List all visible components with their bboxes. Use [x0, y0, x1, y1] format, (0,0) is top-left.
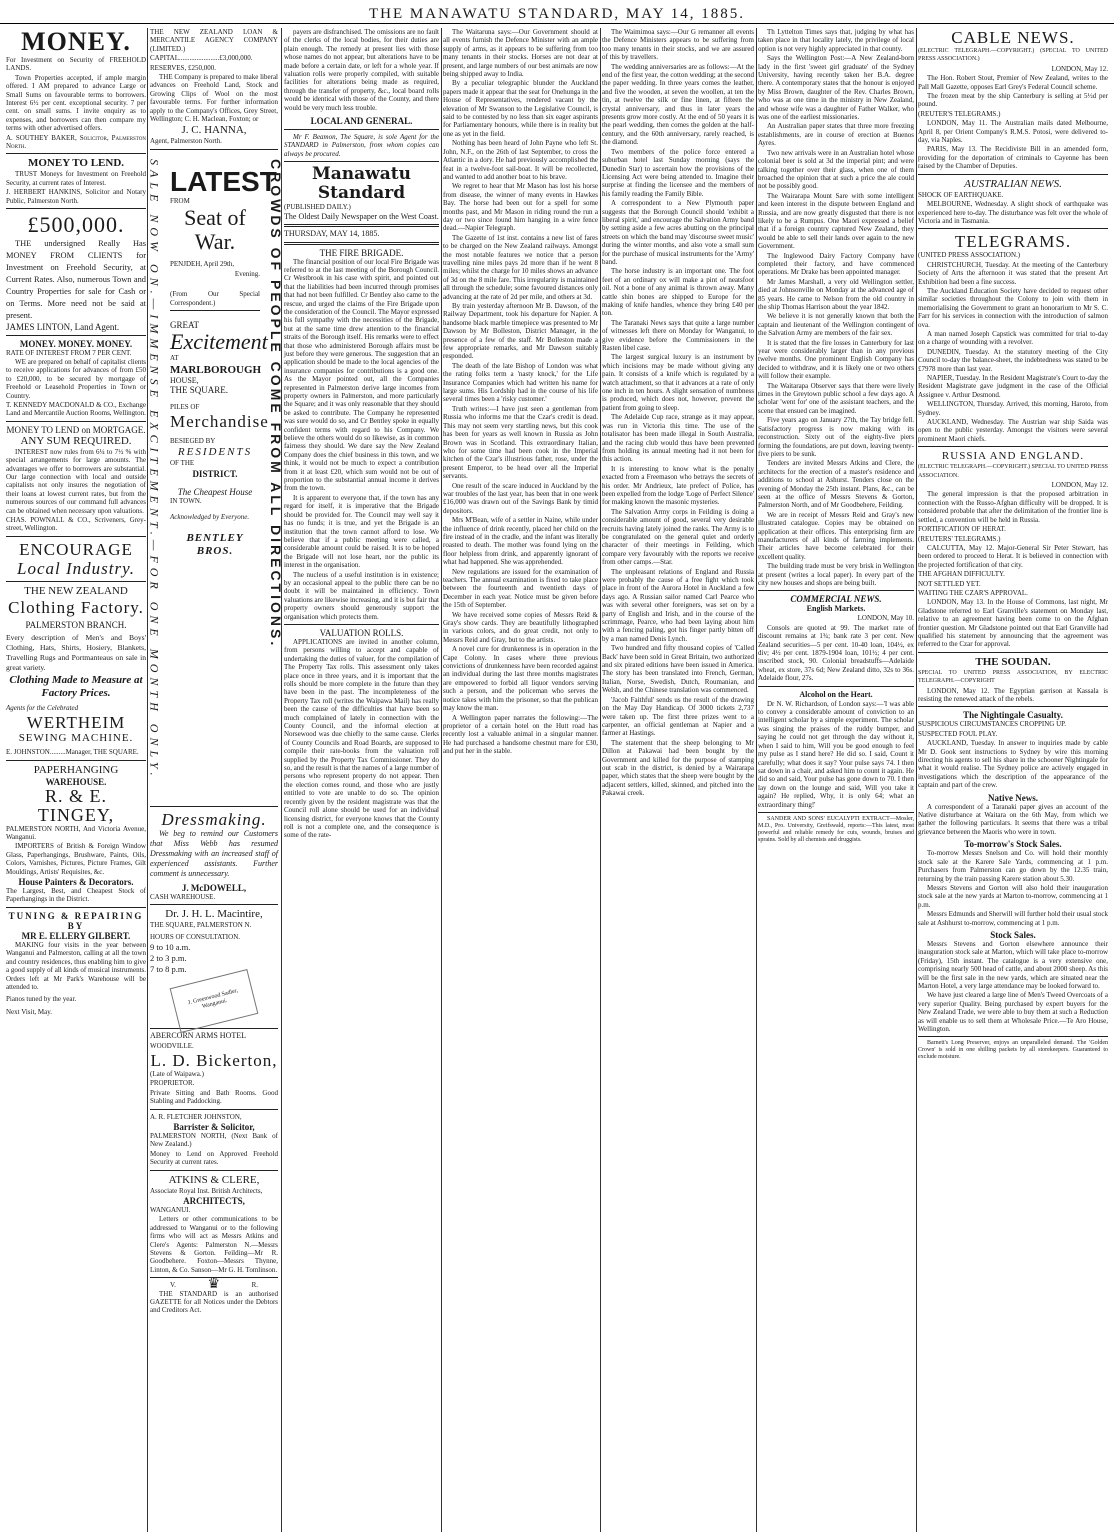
- column-4: [443, 28, 598, 1532]
- stock-p3: Messrs Edmunds and Sherwill will further hold their usual stock sale at Ashhurst to-morrow, commencing at 1 p.m.: [918, 910, 1108, 927]
- cable-sub: (ELECTRIC TELEGRAPH.—COPYRIGHT.) (SPECIAL TO UNITED PRESS ASSOCIATION.): [918, 48, 1108, 63]
- stock-sales-heading: Stock Sales.: [990, 929, 1036, 940]
- telegrams-heading: TELEGRAMS.: [954, 232, 1072, 252]
- tuning-heading: TUNING & REPAIRING BY: [8, 910, 144, 931]
- telegrams-sub: (UNITED PRESS ASSOCIATION.): [918, 251, 1021, 260]
- reserves-line: RESERVES, £250,000.: [150, 63, 216, 72]
- australian-news-heading: AUSTRALIAN NEWS.: [964, 177, 1062, 190]
- col5-p14: The statement that the sheep belonging to Mr Dillon at Pakawai had been bought by the Government and killed for the purpose of stamping out scab in the district, is denied by a Wairarapa paper, which states that the sheep were bought by the adjacent settlers, killed, skinned, and pitched into the Pakawai creek.: [602, 738, 754, 798]
- col6-p8: We believe it is not generally known that both the captain and lieutenant of the Wellington contingent of the Salvation Army are members of the fair sex.: [758, 312, 914, 338]
- col5-p12: Two hundred and fifty thousand copies of 'Called Back' have been sold in Great Britain, two authorized and six pirated editions have been issued in America. The story has been translated into French, German, Italian, Norse, Swedish, Dutch, Roumanian, and Welsh, and the Chinese translation was commenced.: [602, 644, 754, 695]
- col4-p4: We regret to hear that Mr Mason has lost his horse from disease, the winner of many events in Hawkes Bay. The horse had been out for a spell for some months past, and Mr Mason in riding round the run a day or two since found him hanging in a wire fence dead.—Napier Telegraph.: [443, 182, 598, 233]
- col5-p11: The unpleasant relations of England and Russia were probably the cause of a free fight which took place in front of the Aurora Hotel in Auckland a few days ago. A Russian sailor named Carl Pearce who was with several other foreigners, was set on by a party of English and Irish, and in the course of the scrimmage, Pearce, who had been laying about him with a fencing paling, got his finger partly bitten off by a man named Denis Lynch.: [602, 567, 754, 643]
- sewing-machine: SEWING MACHINE.: [18, 732, 134, 745]
- cable-p3: LONDON, May 11. The Australian mails dated Melbourne, April 8, per Orient Company's R.M.S. Potosi, were delivered to-day, via Naples.: [918, 119, 1108, 145]
- latest-heading: LATEST: [170, 165, 277, 197]
- money-body: Town Properties accepted, if ample margin offered. I AM prepared to advance Large or Small Sums on favourable terms to borrowers. Interest 6½ per cent. exceptional security. 7 per cent. on small sums. I invite enquiry as to expenses, and borrowers can then compare my terms with other advertised offers.: [6, 73, 146, 133]
- alcohol-body: Dr N. W. Richardson, of London says:—'I was able to convey a considerable amount of conviction to an intelligent scholar by a simple experiment. The scholar was singing the praises of the ruddy bumper, and saying he could not get through the day without it, when I said to him, Will you be good enough to feel my pulse as I stand here? He did so. I said, Count it carefully; what does it say? Your pulse says 74. I then sat down in a chair, and asked him to count it again. He did so and said, Your pulse has gone down to 70. I then lay down on the lounge and said, Will you take it again? He replied, Why, it is only 64; what an extraordinary thing!': [758, 699, 914, 809]
- hours-2: 2 to 3 p.m.: [150, 953, 187, 964]
- bickerton: L. D. Bickerton,: [150, 1050, 278, 1070]
- col6-p12: Tenders are invited Messrs Atkins and Clere, the architects for the erection of a master's residence and additions to school at Ashurst. Tenders close on the evening of Monday the 25th instant. Plans, &c., can be seen at the office of Messrs Stevens & Gorton, Palmerston North, and of Mr Goodbehere, Feilding.: [758, 459, 914, 510]
- fletcher-address: PALMERSTON NORTH, (Next Bank of New Zealand.): [150, 1131, 278, 1149]
- acknowledged: Acknowledged by Everyone.: [170, 513, 250, 522]
- small-ads: SANDER AND SONS' EUCALYPTI EXTRACT—Mosler, M.D., Pro. University, Greifswald, reports:—This latest, most powerful and reliable remedy for cuts, wounds, bruises and sprains. Sold by all chemists and druggists.: [758, 815, 914, 843]
- money-heading: MONEY.: [21, 27, 131, 56]
- sales-p2: We have just cleared a large line of Men's Tweed Overcoats of a very superior Quality. Being purchased by expert buyers for the New Zealand Trade, we were able to buy them at such a Reduction as will enable us to sell them at Wholesale Price.—Te Aro House, Wellington.: [918, 991, 1108, 1033]
- mortgage-heading: MONEY TO LEND on MORTGAGE.: [6, 424, 146, 435]
- col4-p3: Nothing has been heard of John Payne who left St. John, N.F., on the 26th of last September, to cross the Atlantic in a dory. He had previously accomplished the feat in a twelve-foot sail-boat. It will be recollected, and wanted to add another boat to his brave.: [443, 139, 598, 181]
- paperhanging-heading: PAPERHANGING: [33, 763, 119, 776]
- bickerton-late: (Late of Waipawa.): [150, 1069, 204, 1078]
- mmm-signature: T. KENNEDY MACDONALD & CO., Exchange Land and Mercantile Auction Rooms, Wellington.: [6, 400, 146, 418]
- vertical-sale-text: SALE NOW ON.—IMMENSE EXCITEMENT.—FOR ONE MONTH ONLY.: [147, 158, 162, 781]
- tingey-name: R. & E. TINGEY,: [37, 785, 115, 825]
- published-daily: (PUBLISHED DAILY.): [284, 203, 351, 212]
- mcdowell: J. McDOWELL,: [181, 882, 247, 893]
- besieged-text: BESIEGED BY: [170, 436, 216, 445]
- amount-signature: JAMES LINTON, Land Agent.: [6, 322, 120, 333]
- telegrams-p6: WELLINGTON, Thursday. Arrived, this morning, Haroto, from Sydney.: [918, 400, 1108, 417]
- col4-p5: The Gazette of 1st inst. contains a new list of fares to be charged on the New Zealand railways. Amongst the most notable features we notice that a person travelling nine miles pays 2d more than if he went 8 miles; whilst the charge for 10 miles shows an advance of 3d on the 8 mile fare. This irregularity is maintained all through the schedule; some favoured distances only advancing at the rate of 2d per mile, and others at 3d.: [443, 233, 598, 301]
- russia-date: LONDON, May 12.: [1051, 481, 1108, 490]
- col4-p7: The death of the late Bishop of London was what the rating folks term a 'nasty knock,' for the Life Insurance Companies which had written his name for large sums. His Lordship had in the course of his life several times been a 'risky customer.': [443, 361, 598, 404]
- native-news-heading: Native News.: [988, 792, 1038, 803]
- telegrams-p2: The Auckland Education Society have decided to request other similar societies throughout the Colony to join with them in memorialising the Government to grant an honorarium to Mr S. C. Farr for his services in connection with the introduction of salmon ova.: [918, 286, 1108, 329]
- col3-p1: payers are disfranchised. The omissions are no fault of the clerks of the local bodies, for their duties are plain enough. The remedy at present lies with those whose names do not appear, but alterations have to be made before a certain date, or left for a whole year. If valuation rolls were properly compiled, with suitable facilities for alterations being made as required, through the transfer of property, &c., local board rolls would be identical with those of the County, and there would be very much less trouble.: [284, 28, 439, 112]
- paris-news: PARIS, May 13. The Recidiviste Bill in an amended form, providing for the deportation of criminals to Cayenne has been raised by the Chamber of Deputies.: [918, 145, 1108, 171]
- column-6: [758, 28, 914, 1532]
- vr-right: R.: [251, 1281, 258, 1290]
- col4-p6: By train yesterday afternoon Mr B. Dawson, of the Railway Department, took his departure for Napier. A handsome black marble timepiece was presented to Mr Dawson by Mr Bolleston, District Manager, in the presence of a few of the staff. Mr Bolleston made a few appropriate remarks, and Mr Dawson suitably responded.: [443, 302, 598, 361]
- advert-small: Barnett's Long Preserver, enjoys an unparalleled demand. The 'Golden Crown' is sold in one shilling packets by all storekeepers. Guaranteed to exclude moisture.: [918, 1040, 1108, 1061]
- next-visit: Next Visit, May.: [6, 1007, 53, 1016]
- russia-heading: RUSSIA AND ENGLAND.: [941, 450, 1085, 463]
- nightingale-heading: The Nightingale Casualty.: [963, 710, 1063, 721]
- herat-heading: FORTIFICATION OF HERAT.: [918, 525, 1006, 534]
- clothing-factory: Clothing Factory.: [8, 597, 144, 617]
- merchandise: Merchandise: [170, 411, 269, 431]
- residents: RESIDENTS: [177, 446, 253, 459]
- cheapest-house: The Cheapest House: [177, 486, 253, 497]
- bentley-bros: BENTLEY BROS.: [186, 531, 244, 557]
- lend-heading: MONEY TO LEND.: [27, 157, 125, 170]
- column-2: [147, 28, 284, 1532]
- sadler-stamp: [170, 969, 259, 1033]
- macintire-address: THE SQUARE, PALMERSTON N.: [150, 921, 252, 930]
- any-sum-heading: ANY SUM REQUIRED.: [20, 434, 132, 447]
- excitement: Excitement: [170, 329, 268, 355]
- herat-reuters: (REUTERS' TELEGRAMS.): [918, 534, 1001, 543]
- agent-note: Mr F. Beamon, The Square, is sole Agent for the STANDARD in Palmerston, from whom copies can always be procured.: [284, 133, 439, 158]
- col5-p10: The Salvation Army corps in Feilding is doing a considerable amount of good, several very desirable recruits having lately joined the ranks. The Army is to be congratulated on the general quiet and orderly character of their meetings in Feilding, which compare very favourably with the reports we receive from other camps.—Star.: [602, 507, 754, 567]
- mmm-subhead: RATE OF INTEREST FROM 7 PER CENT.: [6, 348, 132, 357]
- col4-p12: We have received some copies of Messrs Reid & Gray's show cards. They are beautifully lithographed in various colors, and do great credit, not only to Messrs Reid and Gray, but to the artists.: [443, 610, 598, 644]
- col5-p8: The Adelaide Cup race, strange as it may appear, was run in Victoria this time. The use of the totalisator has been made illegal in South Australia, and the racing club would thus have been prevented from holding its annual meeting had it not been for this action.: [602, 413, 754, 464]
- cable-news-heading: CABLE NEWS.: [951, 28, 1075, 47]
- measure-text: Clothing Made to Measure at Factory Prices.: [9, 673, 143, 699]
- manager-text: E. JOHNSTON.........Manager, THE SQUARE.: [6, 748, 139, 757]
- column-3: [284, 28, 439, 1532]
- col6-p10: The Waitarapa Observer says that there were lively times in the Greytown public school a few days ago. A scholar 'went for' one of the assistant teachers, and the scene that ensued can be imagined.: [758, 381, 914, 415]
- stock-p1: To-morrow Messrs Snelson and Co. will hold their monthly stock sale at the Karere Sale Yards, commencing at 1 p.m. Purchasers from Palmerston can go down by the 12.35 train, returning by the train passing Karere station about 5.30.: [918, 849, 1108, 883]
- wertheim: WERTHEIM: [26, 713, 126, 733]
- col6-p13: We are in receipt of Messrs Reid and Gray's new illustrated catalogue. Copies may be obtained on application at their offices. This enterprising firm are manufacturers of all kinds of farming implements. Their articles have become celebrated for their excellent quality.: [758, 510, 914, 561]
- house-painters: House Painters & Decorators.: [18, 877, 134, 888]
- earthquake-heading: SHOCK OF EARTHQUAKE.: [918, 190, 1004, 199]
- telegrams-p1: CHRISTCHURCH, Tuesday. At the meeting of the Canterbury Society of Arts the afternoon it was stated that the present Art Exhibition had been a fine success.: [918, 260, 1108, 286]
- col3-p3: It is apparent to everyone that, if the town has any regard for itself, it is imperative that the Brigade should be provided for. The Council may well say it has no funds; it is true, and yet the Brigade is an institution that the town cannot afford to lose. We believe that if a public meeting were called, a considerable amount could be raised. It is to be hoped the Brigade will not lose heart, nor the public its interest in the organisation.: [284, 493, 439, 570]
- fire-brigade-heading: THE FIRE BRIGADE.: [319, 247, 404, 258]
- fletcher-body: Money to Lend on Approved Freehold Security at current rates.: [150, 1149, 278, 1167]
- macintire: Dr. J. H. L. Macintire,: [165, 908, 263, 921]
- column-1: [6, 28, 146, 1532]
- telegrams-p4: DUNEDIN, Tuesday. At the statutory meeting of the City Council to-day the balance-sheet, the indebtedness was stated to be £7978 more than last year.: [918, 347, 1108, 373]
- soudan-p1: LONDON, May 12. The Egyptian garrison at Kassala is resisting the renewed attack of the rebels.: [918, 686, 1108, 703]
- col3-p4: The nucleus of a useful institution is in existence; by an occasional appeal to the public there can be no doubt it will be maintained in efficiency. Town valuations are likewise increasing, and it is but fair that property owners should generously support the organisation which protects them.: [284, 570, 439, 621]
- vertical-crowds-text: CROWDS OF PEOPLE COME FROM ALL DIRECTIONS.: [268, 158, 284, 649]
- paper-title: Manawatu Standard: [311, 164, 412, 204]
- alcohol-heading: Alcohol on the Heart.: [799, 689, 873, 699]
- seat-of-war: Seat of War.: [184, 205, 246, 255]
- telegrams-p3: A man named Joseph Capstick was committed for trial to-day on a charge of wounding with a revolver.: [918, 329, 1108, 347]
- any-sum-body: INTEREST now rules from 6¼ to 7½ % with special arrangements for large amounts. The advantages we offer to borrowers are substantial. Our large connection with local and outside capitalists not only insures the negotiation of their loans at lowest current rates, but from the numerous sources of our command full advances can be obtained when necessary upon valuations.: [6, 447, 146, 515]
- from-text: FROM: [170, 196, 190, 205]
- col4-p11: New regulations are issued for the examination of teachers. The annual examination is fixed to take place between the fourteenth and twentieth days of December in each year. Notice must be given before the 15th of September.: [443, 567, 598, 610]
- nzlmac-heading: THE NEW ZEALAND LOAN & MERCANTILE AGENCY COMPANY (LIMITED.): [150, 28, 278, 53]
- warehouse-heading: WAREHOUSE.: [45, 776, 107, 787]
- col4-p9: One result of the scare induced in Auckland by the war troubles of the last year, has been that in one week £16,000 was drawn out of the Savings Bank by timid depositors.: [443, 481, 598, 515]
- lend-signature: J. HERBERT HANKINS, Solicitor and Notary Public, Palmerston North.: [6, 188, 146, 205]
- lend-body: TRUST Moneys for Investment on Freehold Security, at current rates of Interest.: [6, 170, 146, 187]
- col4-p10: Mrs M'Bean, wife of a settler in Naine, while under the influence of drink recently, placed her child on the fire instead of in the cradle, and the infant was literally roasted to death. The mother was found lying on the floor helpless from drink, and apparently ignorant of what had happened. She was apprehended.: [443, 516, 598, 567]
- afghan-heading: THE AFGHAN DIFFICULTY.: [918, 570, 1005, 579]
- afghan-p1: LONDON, May 13. In the House of Commons, last night, Mr Gladstone referred to Earl Granville's statement on Monday last, relative to an agreement having been come to on the Afghan frontier question. Mr Gladstone pointed out that Earl Granville had qualified his statement by announcing that the agreement was referred to the Czar for approval.: [918, 598, 1108, 649]
- dressmaking-body: We beg to remind our Customers that Miss Webb has resumed Dressmaking with an increased staff of experienced assistants. Further comment is unnecessary.: [150, 828, 278, 878]
- issue-date: THURSDAY, MAY 14, 1885.: [284, 229, 380, 239]
- soudan-sub: SPECIAL TO UNITED PRESS ASSOCIATION, BY ELECTRIC TELEGRAPH.—COPYRIGHT: [918, 669, 1108, 685]
- crest-icon: ♛: [207, 1277, 221, 1293]
- col6-p3: An Australian paper states that three more freezing establishments, are in course of erection at Buenos Ayres.: [758, 122, 914, 148]
- cash-warehouse: CASH WAREHOUSE.: [150, 892, 216, 901]
- money-signature: A. SOUTHEY BAKER, Solicitor, Palmerston North.: [6, 133, 146, 151]
- column-7: [918, 28, 1108, 1532]
- local-industry: Local Industry.: [17, 558, 135, 578]
- at-text: AT: [170, 354, 179, 363]
- col5-p4: A correspondent to a New Plymouth paper suggests that the Borough Council should 'exhibit a liberal spirit,' and encourage the Salvation Army band by setting aside a few acres abutting on the principal streets on which the band may 'discourse sweet music' during the winter months, and also vote a small sum for the purchase of musical instruments for the 'Army' band.: [602, 199, 754, 266]
- dressmaking-heading: Dressmaking.: [161, 809, 267, 829]
- hours-heading: HOURS OF CONSULTATION.: [150, 932, 240, 941]
- commercial-heading: COMMERCIAL NEWS.: [790, 594, 882, 605]
- atkins: ATKINS & CLERE,: [168, 1173, 260, 1186]
- vr-left: V.: [170, 1281, 176, 1290]
- money-subhead: For Investment on Security of FREEHOLD LANDS.: [6, 56, 146, 73]
- evening-text: Evening.: [234, 269, 260, 278]
- marlborough: MARLBOROUGH: [170, 363, 262, 376]
- telegrams-p5: NAPIER, Tuesday. In the Resident Magistrate's Court to-day the Resident Magistrate gave judgment in the case of the Official Assignee v. Arthur Desmond.: [918, 374, 1108, 399]
- palmerston-branch: PALMERSTON BRANCH.: [25, 619, 127, 630]
- col6-p5: The Wairarapa Mount Sare with some intelligent and keen interest in the dispute between England and Russia, and are now greatly disgusted that there is not likely to be a Rumpus. One Maori expressed a belief that if a foreign country captured New Zealand, they would be able to sell their lands over again to the new Government.: [758, 191, 914, 251]
- hanna-name: J. C. HANNA,: [181, 124, 247, 137]
- masthead: THE MANAWATU STANDARD, MAY 14, 1885.: [0, 0, 1114, 24]
- col5-p7: The largest surgical luxury is an instrument by which incisions may be made without giving any pain. It consists of a knife which is regulated by a watch attachment, so that it advances at a rate of only one inch in ten hours. A slight sensation of numbness is produced, which does not, however, prevent the patient from going to sleep.: [602, 353, 754, 412]
- commercial-body: Consols are quoted at 99. The market rate of discount remains at 1¾; bank rate 3 per cent. New Zealand securities—5 per cent. 10-40 loan, 104½, ex div; 4½ per cent. 1879-1904 loan, 101½; 4 per cent. inscribed stock, 90. Colonial breadstuffs—Adelaide wheat, ex store, 37s 6d; New Zealand ditto, 32s to 36s. Adelaide flour, 27s.: [758, 623, 914, 683]
- col4-p2: By a peculiar telegraphic blunder the Auckland papers made it appear that the seat for Onehunga in the House of Representatives, rendered vacant by the elevation of Mr Swanson to the Legislative Council, is said to be contested by no less than six eager aspirants for Parliamentary honours, while there is in reality but one as yet in the field.: [443, 79, 598, 138]
- nightingale-p1: AUCKLAND, Tuesday. In answer to inquiries made by cable Mr D. Gook sent instructions to Sydney by wire this morning directing his agents to sell his share in the schooner Nightingale for what it would realise. The Sydney police are actively engaged in investigations which the description of the appearance of the captain and part of the crew.: [918, 739, 1108, 790]
- gilbert-name: MR E. ELLERY GILBERT.: [21, 930, 131, 941]
- cable-p1: The Hon. Robert Stout, Premier of New Zealand, writes to the Pall Mall Gazette, opposes Earl Grey's Federal Council scheme.: [918, 74, 1108, 91]
- largest-stock: The Largest, Best, and Cheapest Stock of Paperhangings in the District.: [6, 887, 146, 904]
- col6-p6: The Inglewood Dairy Factory Company have completed their factory, and have commenced operations. Mr Drake has been appointed manager.: [758, 251, 914, 277]
- stabling: Private Sitting and Bath Rooms. Good Stabling and Paddocking.: [150, 1088, 278, 1106]
- cable-p2: The frozen meat by the ship Canterbury is selling at 5½d per pound.: [918, 92, 1108, 109]
- pianos-tuned: Pianos tuned by the year.: [6, 995, 77, 1004]
- fletcher: A. R. FLETCHER JOHNSTON,: [150, 1112, 242, 1121]
- mmm-body: WE are prepared on behalf of capitalist clients to receive applications for advances of from £50 to £20,000, to be secured by mortgage of Freehold or Leasehold Properties in Town or Country.: [6, 357, 146, 400]
- stock-sales-tomorrow-heading: To-morrow's Stock Sales.: [964, 839, 1062, 850]
- col6-p7: Mr James Marshall, a very old Wellington settler, died at Johnsonville on Monday at the advanced age of 85 years. He came to Nelson from the old country in the ship Thomas Harrison about the year 1842.: [758, 277, 914, 311]
- mmm-heading: MONEY. MONEY. MONEY.: [19, 338, 133, 349]
- woodville: WOODVILLE.: [150, 1041, 194, 1050]
- col6-p1: Th Lyttelton Times says that, judging by what has taken place in that locality lately, the privilege of local option is not very highly appreciated in that county.: [758, 28, 914, 53]
- not-settled: NOT SETTLED YET.: [918, 579, 981, 588]
- nz-body: Every description of Men's and Boys' Clothing, Hats, Shirts, Hosiery, Blankets, Travelling Rugs and Portmanteaus on sale in great variety.: [6, 632, 146, 672]
- suspicious-heading: SUSPICIOUS CIRCUMSTANCES CROPPING UP.: [918, 720, 1067, 729]
- abercorn: ABERCORN ARMS HOTEL: [150, 1031, 247, 1041]
- nz-heading: THE NEW ZEALAND: [24, 584, 128, 597]
- col6-p4: Two new arrivals were in an Australian hotel whose colonial beer is sold at 3d the imperial pint; and were talking together over their glass, when one of them broached the opinion that at such a price the ale could not be possibly good.: [758, 148, 914, 191]
- nzlmac-body: THE Company is prepared to make liberal advances on Freehold Land, Stock and Growing Clips of Wool on the most favourable terms. For further information apply to the Company's Offices, Grey Street, Wellington; C. H. Maclean, Foxton; or: [150, 73, 278, 124]
- russia-p1: The general impression is that the proposed arbitration in connection with the Russo-Afghan difficulty will be dropped. It is considered probable that after the delimitation of the frontier line is settled, a convention will be held in Russia.: [918, 490, 1108, 524]
- encourage-heading: ENCOURAGE: [19, 539, 133, 559]
- reuters-line: (REUTER'S TELEGRAMS.): [918, 109, 1001, 118]
- col3-p5: APPLICATIONS are invited in another column, from persons willing to accept and capable of undertaking the duties of valuer, for the compilation of The Property Tax rolls. This assessment only takes place once in three years, and it is important that the rolls should be more complete in the future than they have been in the past. The incompleteness of the Property Tax roll (writes the Waipawa Mail) has really been the cause of the difficulties that have been so much complained of lately in connection with the County Council, and the informal election at Norsewood was due chiefly to the same cause. Clerks of County Councils and Road Boards, are supposed to compile their rate-books from the valuation roll supplied by the Property Tax Commissioner. They do so, and the result is that the names of a large number of persons who represent property do not appear. Then the election comes round, and those who are justly entitled to vote are unable to do so. The opinion recently given by the resident magistrate was that the Council roll alone should be used for an individual licensing district, for everyone knows that the County roll is not a complete one, and the consequence is some of the rate-: [284, 637, 439, 840]
- tingey-body: IMPORTERS of British & Foreign Window Glass, Paperhangings, Brushware, Paints, Oils, Colors, Varnishes, Pictures, Picture Frames, Gilt Mouldings, Artists' Requisites, &c.: [6, 842, 146, 876]
- great-text: GREAT: [170, 319, 199, 330]
- district: DISTRICT.: [192, 468, 238, 479]
- col5-p2: The wedding anniversaries are as follows:—At the end of the first year, the cotton wedding; at the second the paper wedding. In three years comes the leather, and five the wooden, at seven the woollen, at ten the tin, at twelve the silk or fine linen, at fifteen the crystal anniversary, and thus in later years the presents grow more costly. At the end of 50 years it is the pearl wedding, then comes the golden at the half-century, and the 60th anniversary, rarely reached, is the diamond.: [602, 62, 754, 147]
- australian-p1: MELBOURNE, Wednesday. A slight shock of earthquake was experienced here to-day. The disturbance was felt over the whole of Victoria and in Tasmania.: [918, 200, 1108, 225]
- col5-p3: Two members of the police force entered a suburban hotel last Sunday morning (says the Dunedin Star) to ascertain how the provisions of the Licensing Act were being attended to. Imagine their surprise at finding the licensee and the members of his family reading the Family Bible.: [602, 147, 754, 198]
- stock-p2: Messrs Stevens and Gorton will also hold their inauguration stock sale at the new yards at Marton to-morrow, commencing at 1 p.m.: [918, 883, 1108, 909]
- gazette-notice: THE STANDARD is an authorised GAZETTE for all Notices under the Debtors and Creditors Act.: [150, 1289, 278, 1315]
- col5-p9: It is interesting to know what is the penalty exacted from a Freemason who betrays the secrets of his order. Mr Andrieux, late prefect of Police, has been expelled from the lodge 'Loge of Perfect Silence' for making known the masonic mysteries.: [602, 464, 754, 507]
- hours-1: 9 to 10 a.m.: [150, 942, 191, 953]
- col4-p13: A novel cure for drunkenness is in operation in the Cape Colony. In cases where three previous convictions of drunkenness have been recorded against an individual during the last three months magistrates are empowered to forbid all liquor vendors serving such a person, and the policeman who serves the notice takes with him the prisoner, so that the publican may know the man.: [443, 645, 598, 713]
- tingey-address: PALMERSTON NORTH, And Victoria Avenue, Wanganui.: [6, 824, 146, 842]
- wanganui: WANGANUI.: [150, 1205, 191, 1214]
- square-text: THE SQUARE.: [170, 385, 228, 396]
- agents-text: Agents for the Celebrated: [6, 703, 79, 712]
- atkins-body: Letters or other communications to be addressed to Wanganui or to the following firms who will act as Messrs Atkins and Clere's Agents: Palmerston N.—Messrs Stevens & Gorton. Feilding—Mr R. Goodbehere. Foxton—Messrs Thynne, Linton, & Co. Sanson—Mr G. H. Tomlinson.: [150, 1215, 278, 1274]
- gilbert-body: MAKING four visits in the year between Wanganui and Palmerston, calling at all the town and country residences, thus enabling him to give a good supply of all kinds of musical instruments. Orders left at Mr Park's Warehouse will be attended to.: [6, 940, 146, 991]
- proprietor: PROPRIETOR.: [150, 1079, 195, 1088]
- col6-p9: It is stated that the fire losses in Canterbury for last year were considerably larger than in any previous twelve months. One prominent English Company has decided to withdraw, and it is likely one or two others will follow their example.: [758, 338, 914, 381]
- native-p1: A correspondent of a Taranaki paper gives an account of the Native disturbance at Waitara on the 6th May, from which we gather the following particulars. It seems that there was a tribal grievance between the Maoris who were in town.: [918, 802, 1108, 836]
- column-5: [602, 28, 754, 1532]
- oldest-daily: The Oldest Daily Newspaper on the West Coast.: [284, 211, 439, 221]
- local-general-heading: LOCAL AND GENERAL.: [310, 116, 413, 127]
- foul-play-heading: SUSPECTED FOUL PLAY.: [918, 729, 998, 738]
- hanna-role: Agent, Palmerston North.: [150, 137, 222, 146]
- herat-p1: CALCUTTA, May 12. Major-General Sir Peter Stewart, has been ordered to proceed to Herat. It is believed in connection with the projected fortification of that city.: [918, 543, 1108, 569]
- house-text: HOUSE,: [170, 375, 199, 385]
- architects: ARCHITECTS,: [183, 1195, 245, 1206]
- piles-text: PILES OF: [170, 402, 200, 411]
- any-sum-signature: CHAS. POWNALL & CO., Scriveners, Grey-street, Wellington.: [6, 516, 146, 533]
- commercial-dateline: LONDON, May 10.: [857, 614, 914, 623]
- big-amount: £500,000.: [27, 212, 125, 238]
- col6-p14: The building trade must be very brisk in Wellington at present (writes a local paper). In every part of the city new houses and shops are being built.: [758, 562, 914, 587]
- sales-p1: Messrs Stevens and Gorton elsewhere announce their inauguration stock sale at Marton, which will take place to-morrow (Friday), 15th instant. The catalogue is a very extensive one, comprising nearly 500 head of cattle, and about 2000 sheep. As this will be the first sale in the new yards, which are situated near the Marton Hotel, a very large attendance may be looked forward to.: [918, 939, 1108, 990]
- col3-p2: The financial position of our local Fire Brigade was referred to at the last meeting of the Borough Council. Cr Westbrook in his case with spirit, and pointed out that the liabilities had been incurred through promises that had not been fulfilled. Cr Bentley also came to the rescue, and urged the claims of the Fire Brigade upon the consideration of the Council. The Mayor expressed his full sympathy with the necessities of the Brigade, but at the same time drew attention to the financial straits of the Borough itself. His remarks were to effect that those who administered Borough affairs must be just before they were generous. The suggestion that an application should be made to the local agencies of the insurance companies for contributions is a good one. As the Mayor pointed out, all the Companies represented in Palmerston derive large incomes from property owners in Palmerston, and more particularly the Square; and it was only reasonable that they should be asked to contribute. The Company he represented was sure would do so, and Cr Bentley spoke in equally confident terms with regard to his Company. We believe the others would do so likewise, as in common fairness they should. We dare say the New Zealand Company does the chief business in this town, and we think, it would not be much to expect a contribution from it at least £20, which sum would not be out of proportion to the substantial annual income it derives from the town.: [284, 257, 439, 493]
- correspondent: (From Our Special Correspondent.): [170, 290, 260, 307]
- col5-p5: The horse industry is an important one. The foot feet of an ordinary ox will make a pint of neatsfoot oil. Not a bone of any animal is thrown away. Many cattle shin bones are shipped to Europe for the making of knife handles, whence they bring £40 per ton.: [602, 267, 754, 318]
- stamp-text: J. Greenwood Sadler, Wanganui.: [187, 988, 239, 1011]
- english-markets: English Markets.: [806, 604, 866, 614]
- russia-sub: (ELECTRIC TELEGRAPH.—COPYRIGHT.) SPECIAL TO UNITED PRESS ASSOCIATION.: [918, 464, 1108, 479]
- amount-body: THE undersigned Really Has MONEY FROM CLIENTS for Investment on Freehold Security, at Current Rates. Also, numerous Town and Country Properties for sale for Cash or on Terms. More need not be said at present.: [6, 239, 146, 321]
- in-town: IN TOWN.: [170, 496, 202, 505]
- soudan-heading: THE SOUDAN.: [975, 655, 1051, 668]
- dateline: PENJDEH, April 29th,: [170, 260, 235, 269]
- valuation-heading: VALUATION ROLLS.: [319, 627, 404, 638]
- of-the-text: OF THE: [170, 459, 195, 468]
- cable-dateline: LONDON, May 12.: [1051, 64, 1108, 73]
- col4-p8: Truth writes:—I have just seen a gentleman from Russia who informs me that the Czar's credit is dead. This may not seem very startling news, but this cook has been for years as well known in Russia as John Brown was in Scotland. This extraordinary Italian, who for some time had been cook in the Imperial kitchen of the Czar's illustrious father, rose, under the present Emperor, to be head over all the Imperial servants.: [443, 404, 598, 481]
- col6-p2: Says the Wellington Post:—A New Zealand-born lady in the first 'sweet girl graduate' of the Sydney University, having recently taken her B.A. degree there. A contemporary states that the honour is enjoyed by Miss Brown, daughter of the Rev. Charles Brown, who was at one time in the ministry in New Zealand, and whose wife was a daughter of Father Walker, who was one of the earliest missionaries.: [758, 54, 914, 122]
- capital-line: CAPITAL.......................£3,000,000.: [150, 54, 253, 63]
- barrister: Barrister & Solicitor,: [173, 1121, 255, 1132]
- atkins-sub: Associate Royal Inst. British Architects,: [150, 1186, 263, 1195]
- col4-p1: The Waitaruna says:—Our Government should at all events furnish the Defence Minister with an ample supply of arms, as it appears to be suffering from too many tenants in their stocks. Horses are not dear at present, and large numbers of our best animals are now being shipped away to India.: [443, 28, 598, 79]
- hours-3: 7 to 8 p.m.: [150, 964, 187, 975]
- waiting-czar: WAITING THE CZAR'S APPROVAL.: [918, 588, 1028, 597]
- col5-p6: The Taranaki News says that quite a large number of witnesses left there on Monday for Wanganui, to give evidence before the Commissioners in the Rasten libel case.: [602, 318, 754, 353]
- col5-p13: 'Jacob Faithful' sends us the result of the drawing on the May Day Handicap. Of 3000 tickets 2,737 were taken up. The first three prizes went to a carpenter, an official gentleman at Napier and a farmer at Hastings.: [602, 695, 754, 738]
- telegrams-p7: AUCKLAND, Wednesday. The Austrian war ship Saida was open to the public yesterday. Amongst the visitors were several prominent Maori chiefs.: [918, 418, 1108, 443]
- col5-p1: The Waimimoa says:—Our G remanner all events the Defence Ministers appears to be suffering from too many tenants in their stocks, and we are assured of this by travellers.: [602, 28, 754, 62]
- col4-p14: A Wellington paper narrates the following:—The proprietor of a certain hotel on the Hutt road has recently lost a valuable animal in a singular manner. He had purchased a handsome chestnut mare for £30, and put her in the stable.: [443, 713, 598, 756]
- col6-p11: Five years ago on January 27th, the Tay bridge fell. Satisfactory progress is now making with its reconstruction. Sixty out of the eighty-five piers forming the foundations, are put down, leaving twenty-five piers to be sunk.: [758, 416, 914, 458]
